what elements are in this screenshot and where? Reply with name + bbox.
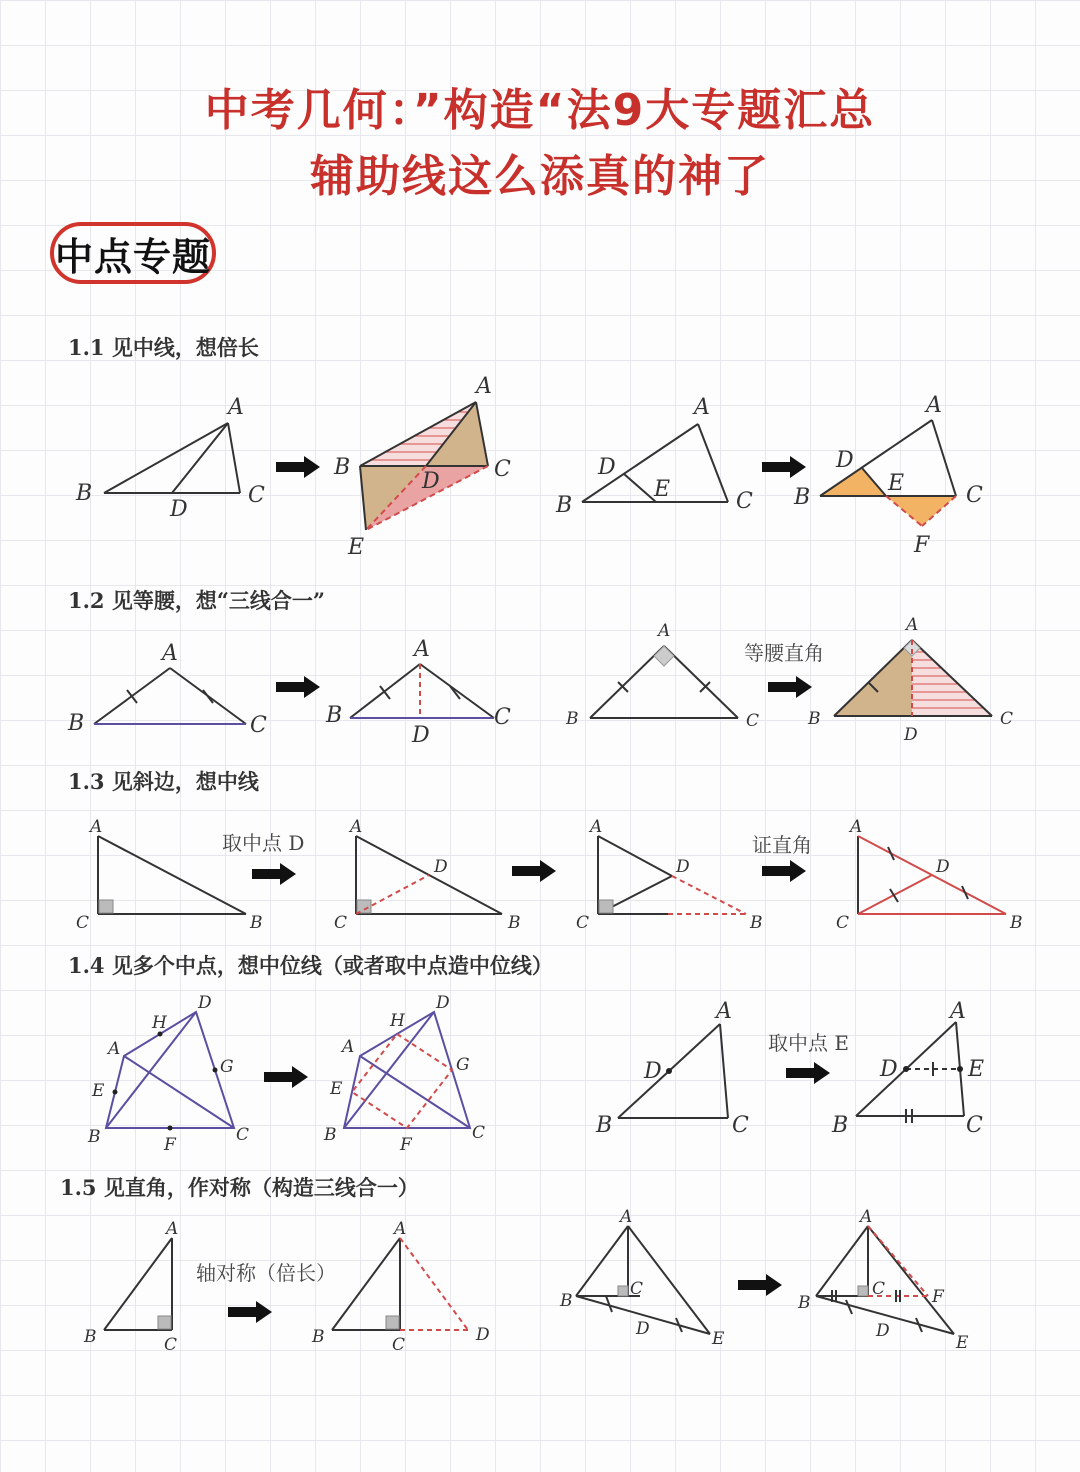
note-axis-symmetry: 轴对称（倍长） — [196, 1261, 336, 1285]
label-B: B — [508, 913, 521, 933]
label-C: C — [736, 489, 753, 514]
fig-1-1-a — [104, 423, 240, 493]
label-E: E — [654, 477, 671, 502]
label-A: A — [394, 1219, 407, 1239]
label-B: B — [76, 481, 93, 506]
section-1-4-heading: 1.4 见多个中点，想中位线（或者取中点造中位线） — [68, 953, 553, 978]
label-D: D — [476, 1325, 490, 1345]
label-D: D — [836, 448, 854, 473]
arrow-1-2-a — [276, 676, 320, 698]
arrow-1-2-b — [768, 676, 812, 698]
label-C: C — [966, 1113, 983, 1138]
label-C: C — [494, 457, 511, 482]
label-D: D — [412, 723, 430, 748]
label-E: E — [956, 1333, 969, 1353]
label-C: C — [248, 483, 265, 508]
label-B: B — [808, 709, 821, 729]
label-C: C — [392, 1335, 406, 1355]
label-A: A — [950, 999, 966, 1024]
label-D: D — [876, 1321, 890, 1341]
label-B: B — [324, 1125, 337, 1145]
label-E: E — [330, 1079, 343, 1099]
fig-1-2-d — [834, 640, 992, 716]
label-B: B — [250, 913, 263, 933]
label-D: D — [904, 725, 918, 745]
title-line-2: 辅助线这么添真的神了 — [310, 151, 770, 202]
fig-1-2-c — [590, 646, 738, 718]
arrow-1-3-a — [252, 863, 296, 885]
midpoint-dot-d — [903, 1066, 909, 1072]
arrow-1-4-a — [264, 1066, 308, 1088]
arrow-1-5-b — [738, 1274, 782, 1296]
label-C: C — [630, 1279, 644, 1299]
label-D: D — [422, 469, 440, 494]
fig-1-1-b — [360, 402, 488, 530]
section-1-5-heading: 1.5 见直角，作对称（构造三线合一） — [60, 1175, 419, 1200]
label-A: A — [414, 637, 430, 662]
label-C: C — [250, 713, 267, 738]
label-D: D — [644, 1059, 662, 1084]
label-A: A — [860, 1207, 873, 1227]
label-G: G — [220, 1057, 234, 1077]
label-C: C — [334, 913, 348, 933]
note-take-midpoint-e: 取中点 E — [768, 1031, 849, 1055]
label-C: C — [836, 913, 850, 933]
label-D: D — [936, 857, 950, 877]
label-A: A — [166, 1219, 179, 1239]
fig-1-4-b — [344, 1012, 470, 1128]
fig-1-3-b — [356, 836, 502, 914]
label-B: B — [832, 1113, 849, 1138]
label-B: B — [794, 485, 811, 510]
label-B: B — [750, 913, 763, 933]
label-D: D — [676, 857, 690, 877]
label-E: E — [92, 1081, 105, 1101]
label-F: F — [914, 533, 930, 558]
note-prove-right-angle: 证直角 — [752, 833, 812, 857]
label-B: B — [88, 1127, 101, 1147]
label-C: C — [872, 1279, 886, 1299]
arrow-1-4-b — [786, 1062, 830, 1084]
midpoint-dot — [666, 1068, 672, 1074]
fig-1-3-c — [598, 836, 746, 914]
label-A: A — [716, 999, 732, 1024]
label-C: C — [236, 1125, 250, 1145]
note-take-midpoint-d: 取中点 D — [222, 831, 305, 855]
fig-1-5-b — [332, 1238, 468, 1330]
label-E: E — [968, 1057, 985, 1082]
label-A: A — [658, 621, 671, 641]
label-E: E — [712, 1329, 725, 1349]
label-B: B — [326, 703, 343, 728]
label-B: B — [84, 1327, 97, 1347]
label-D: D — [434, 857, 448, 877]
arrow-1-3-c — [762, 860, 806, 882]
label-A: A — [90, 817, 103, 837]
label-B: B — [312, 1327, 325, 1347]
label-A: A — [162, 641, 178, 666]
label-C: C — [494, 705, 511, 730]
label-A: A — [620, 1207, 633, 1227]
label-G: G — [456, 1055, 470, 1075]
label-C: C — [966, 483, 983, 508]
label-F: F — [932, 1287, 944, 1307]
label-B: B — [560, 1291, 573, 1311]
fig-1-4-d — [856, 1022, 964, 1123]
label-B: B — [334, 455, 351, 480]
section-1-3-heading: 1.3 见斜边，想中线 — [68, 769, 259, 794]
fig-1-4-a-midpoints — [113, 1032, 218, 1131]
fig-1-3-d — [858, 836, 1006, 914]
label-B: B — [596, 1113, 613, 1138]
label-C: C — [1000, 709, 1014, 729]
label-A: A — [926, 393, 942, 418]
label-A: A — [906, 615, 919, 635]
label-C: C — [576, 913, 590, 933]
note-isosceles-right: 等腰直角 — [744, 641, 824, 665]
label-B: B — [556, 493, 573, 518]
label-E: E — [888, 471, 905, 496]
label-D: D — [436, 993, 450, 1013]
section-1-2-heading: 1.2 见等腰，想“三线合一” — [68, 588, 326, 613]
arrow-1-3-b — [512, 860, 556, 882]
section-1-1-heading: 1.1 见中线，想倍长 — [68, 335, 259, 360]
fig-1-4-c — [618, 1024, 728, 1118]
label-C: C — [472, 1123, 486, 1143]
label-A: A — [108, 1039, 121, 1059]
fig-1-2-a — [94, 668, 246, 724]
label-A: A — [342, 1037, 355, 1057]
label-B: B — [798, 1293, 811, 1313]
label-D: D — [636, 1319, 650, 1339]
label-A: A — [228, 395, 244, 420]
label-F: F — [164, 1135, 176, 1155]
arrow-1-1-b — [762, 456, 806, 478]
fig-1-2-b — [350, 664, 494, 718]
label-B: B — [1010, 913, 1023, 933]
label-A: A — [590, 817, 603, 837]
label-D: D — [880, 1057, 898, 1082]
label-A: A — [850, 817, 863, 837]
arrow-1-1-a — [276, 456, 320, 478]
label-B: B — [566, 709, 579, 729]
label-E: E — [348, 535, 365, 560]
fig-1-5-a — [104, 1238, 172, 1330]
label-A: A — [694, 395, 710, 420]
label-H: H — [152, 1013, 167, 1033]
label-C: C — [76, 913, 90, 933]
label-F: F — [400, 1135, 412, 1155]
label-A: A — [476, 374, 492, 399]
arrow-1-5-a — [228, 1301, 272, 1323]
label-B: B — [68, 711, 85, 736]
label-H: H — [390, 1011, 405, 1031]
label-C: C — [746, 711, 760, 731]
title-line-1: 中考几何：”构造“法9大专题汇总 — [204, 85, 876, 136]
label-A: A — [350, 817, 363, 837]
label-C: C — [732, 1113, 749, 1138]
label-C: C — [164, 1335, 178, 1355]
topic-badge: 中点专题 — [50, 222, 216, 284]
midpoint-dot-e — [957, 1066, 963, 1072]
label-D: D — [170, 497, 188, 522]
label-D: D — [598, 455, 616, 480]
label-D: D — [198, 993, 212, 1013]
